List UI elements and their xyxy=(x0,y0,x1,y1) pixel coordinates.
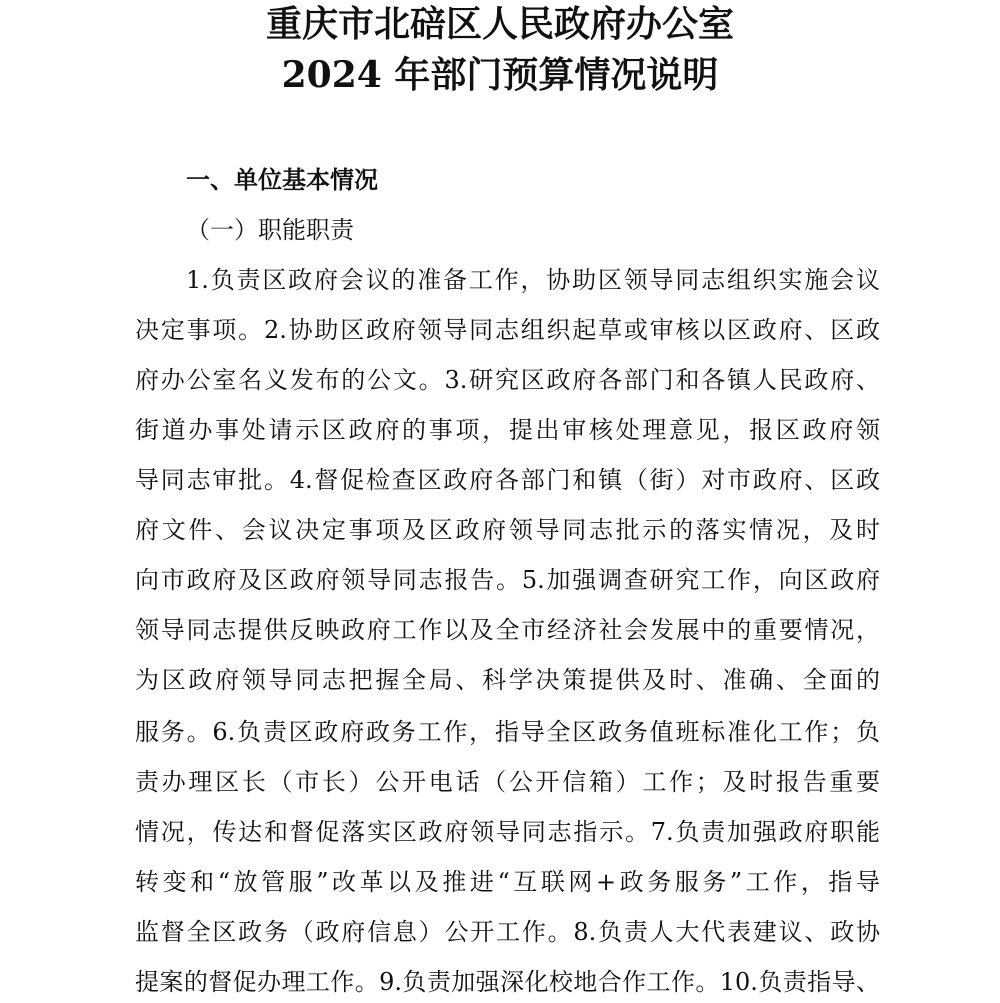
body-line-10: 服务。6.负责区政府政务工作，指导全区政务值班标准化工作；负 xyxy=(135,718,880,746)
body-line-4: 街道办事处请示区政府的事项，提出审核处理意见，报区政府领 xyxy=(135,416,880,444)
body-line-1: 1.负责区政府会议的准备工作，协助区领导同志组织实施会议 xyxy=(186,266,880,294)
body-line-11: 责办理区长（市长）公开电话（公开信箱）工作；及时报告重要 xyxy=(135,768,880,796)
body-line-14: 监督全区政务（政府信息）公开工作。8.负责人大代表建议、政协 xyxy=(135,918,880,946)
body-line-3: 府办公室名义发布的公文。3.研究区政府各部门和各镇人民政府、 xyxy=(135,366,880,394)
body-line-12: 情况，传达和督促落实区政府领导同志指示。7.负责加强政府职能 xyxy=(135,818,880,846)
document-title-line-2: 2024 年部门预算情况说明 xyxy=(281,54,719,96)
section-heading: 一、单位基本情况 xyxy=(186,165,378,194)
body-line-15: 提案的督促办理工作。9.负责加强深化校地合作工作。10.负责指导、 xyxy=(135,968,880,996)
document-title-line-1: 重庆市北碚区人民政府办公室 xyxy=(265,3,734,45)
body-line-13: 转变和“放管服”改革以及推进“互联网+政务服务”工作，指导 xyxy=(135,868,880,896)
body-line-6: 府文件、会议决定事项及区政府领导同志批示的落实情况，及时 xyxy=(135,516,880,544)
body-line-7: 向市政府及区政府领导同志报告。5.加强调查研究工作，向区政府 xyxy=(135,566,880,594)
body-line-8: 领导同志提供反映政府工作以及全市经济社会发展中的重要情况， xyxy=(135,616,880,644)
body-line-9: 为区政府领导同志把握全局、科学决策提供及时、准确、全面的 xyxy=(135,666,880,694)
body-line-5: 导同志审批。4.督促检查区政府各部门和镇（街）对市政府、区政 xyxy=(135,466,880,494)
body-line-2: 决定事项。2.协助区政府领导同志组织起草或审核以区政府、区政 xyxy=(135,316,880,344)
subsection-heading: （一）职能职责 xyxy=(186,216,354,244)
